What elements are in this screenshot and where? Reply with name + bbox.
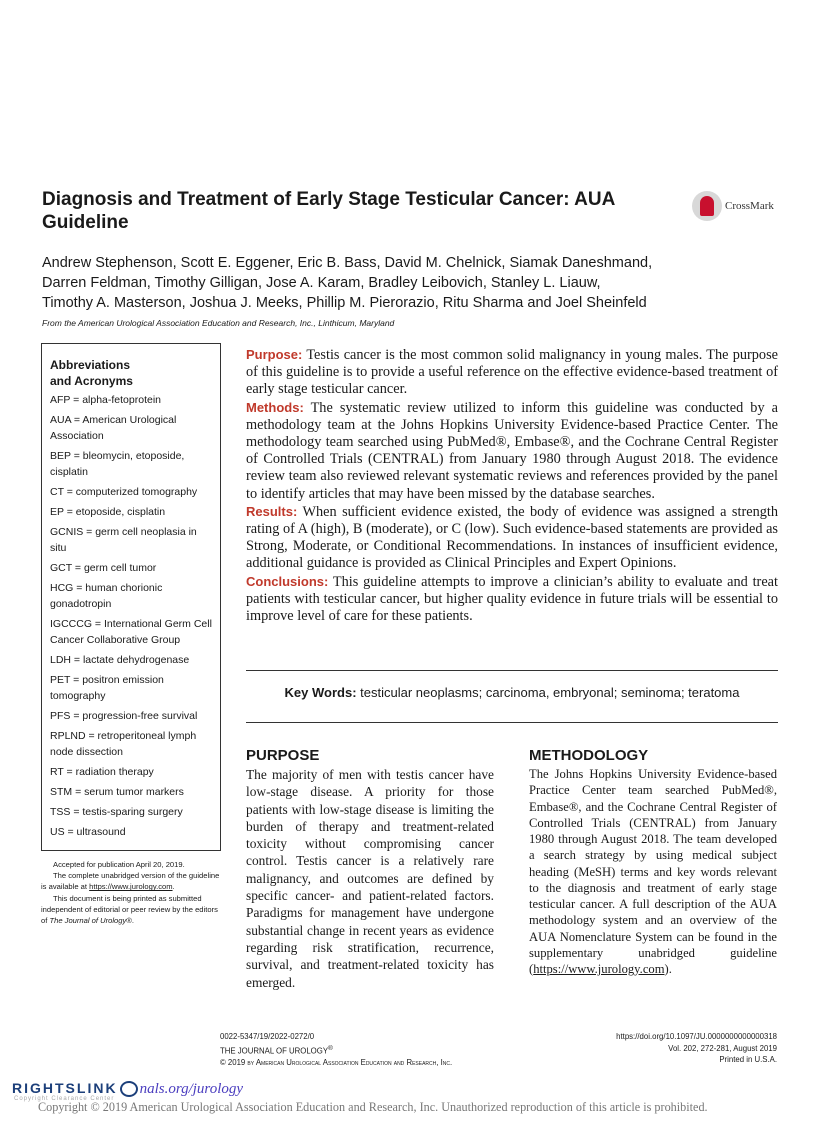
rightslink-watermark — [12, 1080, 244, 1102]
unabridged-note: The complete unabridged version of the guideline is available at https://www.jurology.com. — [41, 871, 220, 892]
abbreviations-heading: Abbreviations and Acronyms — [50, 358, 133, 388]
methodology-heading: METHODOLOGY — [529, 747, 649, 764]
keywords — [246, 670, 778, 723]
crossmark-label: CrossMark — [725, 200, 774, 212]
jurology-link[interactable]: https://www.jurology.com — [533, 962, 665, 976]
journal-url[interactable]: nals.org/jurology — [139, 1081, 244, 1097]
abbreviation-item: PET = positron emission tomography — [50, 674, 164, 702]
abbreviations-list — [50, 392, 212, 840]
footer-right — [616, 1031, 777, 1066]
abbreviation-item: IGCCCG = International Germ Cell Cancer Collaborative Group — [50, 618, 212, 646]
abbreviation-item: BEP = bleomycin, etoposide, cisplatin — [50, 450, 185, 478]
abbreviation-item: GCNIS = germ cell neoplasia in situ — [50, 526, 197, 554]
abbreviation-item: EP = etoposide, cisplatin — [50, 506, 166, 518]
rightslink-logo: RIGHTSLINK — [12, 1080, 118, 1096]
footer-left — [220, 1031, 452, 1069]
volume-info: Vol. 202, 272-281, August 2019 — [668, 1043, 777, 1053]
abbreviation-item: TSS = testis-sparing surgery — [50, 806, 183, 818]
abbreviation-item: RT = radiation therapy — [50, 766, 154, 778]
abbreviation-item: GCT = germ cell tumor — [50, 562, 157, 574]
printed-info: Printed in U.S.A. — [719, 1055, 777, 1065]
abbreviation-item: US = ultrasound — [50, 826, 126, 838]
keywords-label: Key Words: — [284, 685, 357, 700]
rightslink-subtitle: Copyright Clearance Center — [14, 1096, 115, 1102]
printed-note: This document is being printed as submitted independent of editorial or peer review by the editors of The Journal of Urology®. — [41, 893, 218, 926]
abbreviation-item: PFS = progression-free survival — [50, 710, 198, 722]
abbreviation-item: STM = serum tumor markers — [50, 786, 184, 798]
crossmark-icon — [692, 191, 722, 221]
abbreviation-item: LDH = lactate dehydrogenase — [50, 654, 190, 666]
abstract-purpose: Purpose: Testis cancer is the most common solid malignancy in young males. The purpose of this guideline is to provide a useful reference on the effective evidence-based treatment of early stage testicular cancer. — [246, 347, 778, 398]
journal-name: THE JOURNAL OF UROLOGY® — [220, 1044, 333, 1056]
accepted-note: Accepted for publication April 20, 2019. — [53, 860, 185, 869]
abbreviation-item: AFP = alpha-fetoprotein — [50, 394, 162, 406]
abstract-results: Results: When sufficient evidence existed, the body of evidence was assigned a strength rating of A (high), B (moderate), or C (low). Such evidence-based statements are provided as Strong, Moderate, or Conditional Recommendations. In instances of insufficient evidence, additional guidance is provided as Clinical Principles and Expert Opinions. — [246, 503, 778, 572]
author-list — [42, 253, 802, 313]
methodology-section — [529, 747, 777, 977]
copyright-notice: Copyright © 2019 American Urological Association Education and Research, Inc. Unauthorized reproduction of this article is prohibited. — [38, 1100, 708, 1114]
doi-link[interactable]: https://doi.org/10.1097/JU.0000000000000318 — [616, 1032, 777, 1041]
methodology-body: The Johns Hopkins University Evidence-based Practice Center team searched PubMed®, Embase®, and the Cochrane Central Register of Controlled Trials (CENTRAL) from January 1980 through August 2018. The team developed a search strategy by using medical subject heading (MeSH) terms and key words relevant to the diagnosis and treatment of early stage testicular cancer. A full description of the AUA methodology system and an overview of the AUA Nomenclature System can be found in the supplementary unabridged guideline (https://www.jurology.com). — [529, 767, 777, 976]
purpose-heading: PURPOSE — [246, 747, 320, 764]
author-line: Timothy A. Masterson, Joshua J. Meeks, Phillip M. Pierorazio, Ritu Sharma and Joel Sheinfeld — [42, 295, 647, 311]
publication-notes — [41, 859, 221, 926]
keywords-text: testicular neoplasms; carcinoma, embryonal; seminoma; teratoma — [356, 685, 740, 700]
copyright-line: © 2019 by American Urological Association Education and Research, Inc. — [220, 1058, 453, 1067]
abbreviation-item: CT = computerized tomography — [50, 486, 198, 498]
abbreviation-item: HCG = human chorionic gonadotropin — [50, 582, 163, 610]
rightslink-icon — [120, 1081, 138, 1097]
abstract-conclusions: Conclusions: This guideline attempts to improve a clinician’s ability to evaluate and treat patients with testicular cancer, but higher quality evidence in future trials will be essential to improve level of care for these patients. — [246, 573, 778, 625]
abbreviation-item: AUA = American Urological Association — [50, 414, 177, 442]
abbreviations-box — [41, 343, 221, 851]
jurology-link[interactable]: https://www.jurology.com — [89, 882, 173, 892]
abstract-methods: Methods: The systematic review utilized to inform this guideline was conducted by a methodology team at the Johns Hopkins University Evidence-based Practice Center. The methodology team searched using PubMed®, Embase®, and the Cochrane Central Register of Controlled Trials (CENTRAL) from January 1980 through August 2018. The evidence review team also reviewed relevant systematic reviews and references provided by the panel to identify articles that may have been missed by the database searches. — [246, 399, 778, 502]
author-line: Darren Feldman, Timothy Gilligan, Jose A. Karam, Bradley Leibovich, Stanley L. Liauw, — [42, 275, 601, 291]
article-title: Diagnosis and Treatment of Early Stage Testicular Cancer: AUA Guideline — [42, 189, 615, 233]
purpose-section — [246, 747, 494, 991]
purpose-body: The majority of men with testis cancer have low-stage disease. A priority for those patients with low-stage disease is limiting the burden of therapy and treatment-related toxicity without compromising cancer control. Testis cancer is a relatively rare malignancy, and outcomes are defined by specific cancer- and patient-related factors. Paradigms for management have undergone substantial change in recent years as evidence regarding risk stratification, recurrence, survival, and treatment-related toxicity has emerged. — [246, 767, 494, 990]
crossmark-badge[interactable] — [692, 191, 774, 221]
author-line: Andrew Stephenson, Scott E. Eggener, Eric B. Bass, David M. Chelnick, Siamak Daneshmand, — [42, 255, 653, 271]
affiliation: From the American Urological Association Education and Research, Inc., Linthicum, Maryland — [42, 318, 395, 328]
issn: 0022-5347/19/2022-0272/0 — [220, 1032, 315, 1041]
abbreviation-item: RPLND = retroperitoneal lymph node dissection — [50, 730, 197, 758]
abstract — [246, 346, 778, 625]
